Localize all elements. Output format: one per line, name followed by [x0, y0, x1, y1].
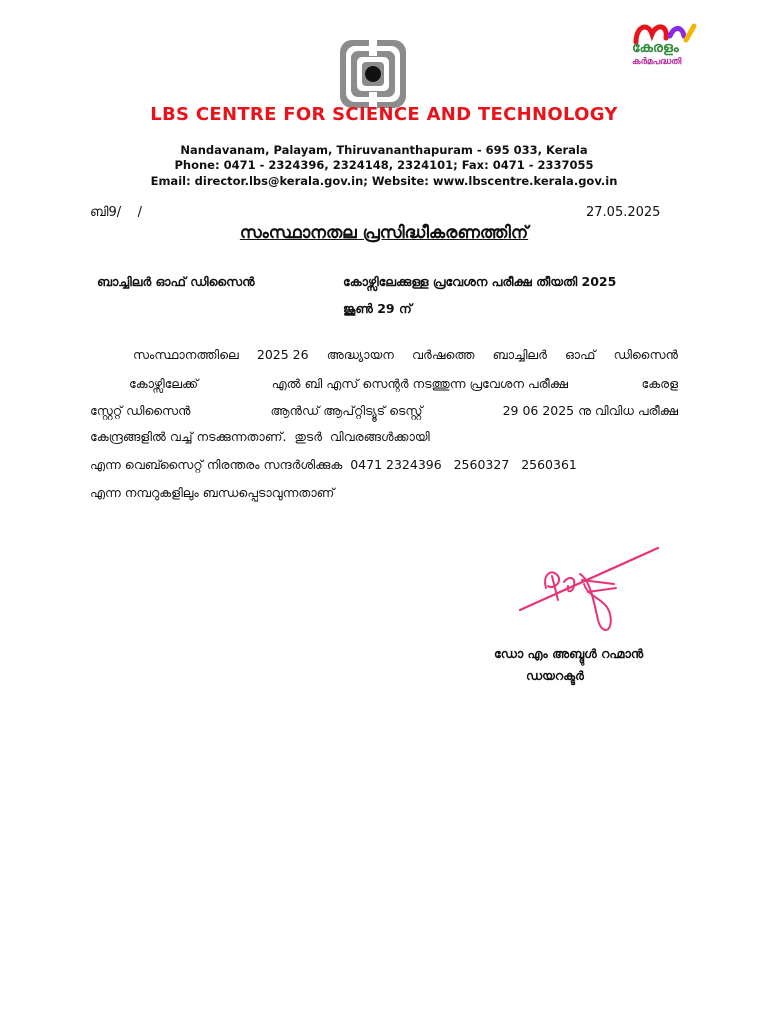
body-phrase: സ്റ്റേറ്റ് ഡിസൈൻ: [90, 403, 191, 418]
subject-exam-date: കോഴ്സിലേക്കുള്ള പ്രവേശന പരീക്ഷ തീയതി 2025: [343, 274, 617, 289]
body-line-5: എന്ന വെബ്സൈറ്റ് നിരന്തരം സന്ദർശിക്കുക 0471 2324396 2560327 2560361: [90, 457, 577, 472]
subject-exam-date-line2: ജൂൺ 29 ന്: [343, 301, 412, 316]
body-word: ബാച്ചിലർ: [492, 347, 547, 362]
subject-course-name: ബാച്ചിലർ ഓഫ് ഡിസൈൻ: [97, 274, 255, 289]
keralam-logo-text: കേരളം: [632, 40, 679, 56]
body-word: 2025 26: [256, 347, 309, 362]
director-signature: [518, 540, 668, 645]
body-line-1: [133, 347, 678, 363]
body-word: അദ്ധ്യായന: [326, 347, 394, 362]
body-word: ഡിസൈൻ: [613, 347, 678, 362]
keralam-logo: [618, 20, 710, 72]
keralam-logo-subtext: കർമപദ്ധതി: [632, 57, 682, 67]
document-heading: സംസ്ഥാനതല പ്രസിദ്ധീകരണത്തിന്: [239, 223, 529, 243]
body-word: സംസ്ഥാനത്തിലെ: [133, 347, 239, 362]
organization-name: LBS CENTRE FOR SCIENCE AND TECHNOLOGY: [150, 104, 618, 125]
body-word: വർഷത്തെ: [412, 347, 475, 362]
body-line-6: എന്ന നമ്പറുകളിലും ബന്ധപ്പെടാവുന്നതാണ്: [90, 485, 335, 500]
body-phrase: 29 06 2025 നു വിവിധ പരീക്ഷ: [502, 403, 678, 418]
body-phrase: കോഴ്സിലേക്ക്: [129, 376, 199, 391]
address-line: Nandavanam, Palayam, Thiruvananthapuram - 695 033, Kerala: [180, 143, 588, 157]
body-line-4: കേന്ദ്രങ്ങളിൽ വച്ച് നടക്കുന്നതാണ്. തുടർ വിവരങ്ങൾക്കായി: [90, 429, 430, 444]
body-phrase: ആൻഡ് ആപ്റ്റിട്യൂട് ടെസ്റ്റ്: [270, 403, 423, 418]
phone-fax-line: Phone: 0471 - 2324396, 2324148, 2324101; Fax: 0471 - 2337055: [174, 158, 594, 172]
reference-number: ബി9/ /: [90, 205, 143, 220]
signatory-name: ഡോ എം അബ്ദുൾ റഹ്മാൻ: [494, 646, 644, 661]
lbs-emblem-logo: [338, 38, 408, 110]
body-phrase: എൽ ബി എസ് സെന്റർ നടത്തുന്ന പ്രവേശന പരീക്ഷ: [271, 376, 569, 391]
email-website-line: Email: director.lbs@kerala.gov.in; Website: www.lbscentre.kerala.gov.in: [150, 174, 618, 188]
body-phrase: കേരള: [641, 376, 678, 391]
signatory-title: ഡയറക്ടർ: [526, 668, 584, 683]
body-line-3: [90, 403, 678, 419]
body-word: ഓഫ്: [565, 347, 596, 362]
body-line-2: [129, 376, 678, 392]
letter-date: 27.05.2025: [586, 205, 661, 220]
